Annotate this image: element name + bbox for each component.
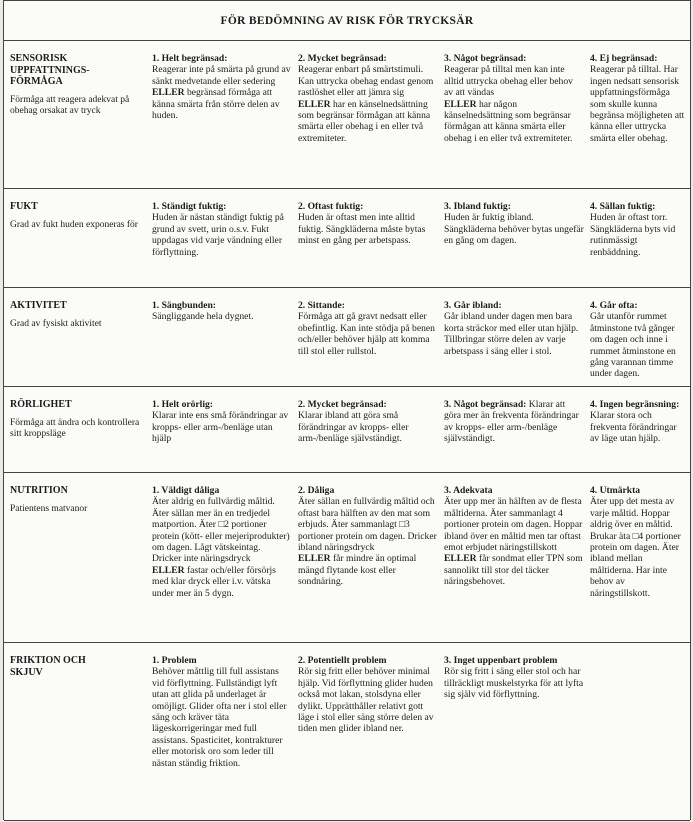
level-cell [590, 201, 686, 258]
category-name: RÖRLIGHET [10, 399, 72, 410]
level-label: 4. Går ofta: [590, 300, 638, 311]
or-keyword: ELLER [444, 553, 477, 565]
category-description: Patientens matvanor [10, 503, 88, 514]
category-description: Grad av fysiskt aktivitet [10, 318, 102, 329]
level-text: Rör sig fritt eller behöver minimal hjälp. Vid förflyttning glider huden också mot lakan, stolsdyna eller dylikt. Upprätthåller relativt gott läge i stol eller säng större delen av tiden men glider ibland ner. [298, 666, 434, 735]
level-text: Sängliggande hela dygnet. [152, 311, 254, 323]
category-name: SENSORISK UPPFATTNINGS-FÖRMÅGA [10, 53, 90, 88]
level-cell [298, 300, 438, 357]
level-cell [298, 201, 438, 247]
level-text: Äter sällan en fullvärdig måltid och oftast bara hälften av den mat som erbjuds. Äter sammanlagt □3 portioner protein om dagen. Dricker ibland näringsdryck [298, 496, 437, 554]
level-label: 4. Ej begränsad: [590, 53, 658, 64]
category-cell [10, 399, 148, 440]
level-text: Äter aldrig en fullvärdig måltid. Äter sällan mer än en tredjedel matportion. Äter □2 portioner protein (kött- eller mejeriprodukter) om dagen. Lågt vätskeintag. Dricker inte näringsdryck [152, 496, 290, 565]
category-name: FUKT [10, 201, 38, 212]
level-cell [590, 53, 686, 144]
level-label: 2. Potentiellt problem [298, 655, 387, 666]
level-text: Reagerar enbart på smärtstimuli. Kan uttrycka obehag endast genom rastlöshet eller att jämra sig [298, 64, 434, 99]
level-label: 2. Mycket begränsad: [298, 53, 387, 64]
level-cell [152, 655, 292, 769]
level-cell [298, 655, 438, 735]
level-label: 4. Utmärkta [590, 485, 641, 496]
level-label: 1. Helt begränsad: [152, 53, 228, 64]
table-row-moisture [4, 188, 690, 288]
level-text: Reagerar på tilltal men kan inte alltid uttrycka obehag eller behov av att vändas [444, 64, 573, 99]
level-text: Rör sig fritt i säng eller stol och har tillräckligt muskelstyrka för att lyfta sig själv vid förflyttning. [444, 666, 584, 701]
level-label: 3. Ibland fuktig: [444, 201, 511, 212]
table-row-mobility [4, 386, 690, 473]
level-cell [444, 300, 584, 357]
level-cell [152, 399, 292, 445]
category-name: FRIKTION OCH SKJUV [10, 655, 86, 678]
level-text-continued: har någon känselnedsättning som begränsar förmågan att känna smärta eller obehag i en eller två extremiteter. [444, 98, 573, 144]
level-label: 3. Inget uppenbart problem [444, 655, 558, 666]
level-cell [444, 399, 584, 445]
level-label: 1. Sängbunden: [152, 300, 216, 311]
level-cell [590, 300, 686, 380]
level-text: Äter upp det mesta av varje måltid. Hoppar aldrig över en måltid. Brukar äta □4 portioner protein om dagen. Äter ibland mellan måltiderna. Har inte behov av näringstillskott. [590, 496, 681, 599]
level-cell [590, 485, 686, 599]
level-label: 1. Väldigt dåliga [152, 485, 220, 496]
level-text: Huden är oftast torr. Sängkläderna byts vid rutinmässigt renbäddning. [590, 212, 676, 258]
level-label: 2. Dåliga [298, 485, 335, 496]
page-title: FÖR BEDÖMNING AV RISK FÖR TRYCKSÄR [4, 0, 690, 41]
level-cell [444, 53, 584, 144]
or-keyword: ELLER [152, 564, 185, 576]
level-text: Reagerar på tilltal. Har ingen nedsatt sensorisk uppfattningsförmåga som skulle kunna begränsa möjligheten att känna eller uttrycka smärta eller obehag. [590, 64, 685, 144]
level-label: 3. Något begränsad: [444, 53, 527, 64]
level-cell [152, 300, 292, 323]
category-cell [10, 201, 148, 231]
level-cell [444, 201, 584, 247]
level-cell [298, 485, 438, 588]
category-cell [10, 300, 148, 330]
level-text: Klarar ibland att göra små förändringar av kropps- eller arm-/benläge självständigt. [298, 410, 409, 445]
category-name: AKTIVITET [10, 300, 67, 311]
category-name: NUTRITION [10, 485, 68, 496]
level-label: 3. Något begränsad: [444, 399, 527, 410]
category-description: Förmåga att reagera adekvat på obehag orsakat av tryck [10, 94, 130, 117]
level-text-continued: får sondmat eller TPN som sannolikt till stor del täcker näringsbehovet. [444, 553, 583, 588]
level-text: Reagerar inte på smärta på grund av sänkt medvetande eller sedering [152, 64, 291, 87]
category-cell [10, 655, 148, 678]
category-cell [10, 53, 148, 118]
level-label: 2. Mycket begränsad: [298, 399, 387, 410]
level-label: 3. Går ibland: [444, 300, 502, 311]
level-text: Klarar stora och frekventa förändringar av läge utan hjälp. [590, 410, 677, 445]
category-cell [10, 485, 148, 515]
level-text-continued: har en känselnedsättning som begränsar förmågan att känna smärta eller obehag i en eller två extremiteter. [298, 98, 431, 144]
level-text-continued: fastar och/eller försörjs med klar dryck eller i.v. vätska under mer än 5 dygn. [152, 564, 276, 599]
level-text: Förmåga att gå gravt nedsatt eller obefintlig. Kan inte stödja på benen och/eller behöver hjälp att komma till stol eller rullstol. [298, 311, 435, 357]
level-cell [298, 399, 438, 445]
level-text-continued: får mindre än optimal mängd flytande kost eller sondnäring. [298, 553, 417, 588]
level-text: Klarar att göra mer än frekventa förändringar av kropps- eller arm-/benläge självständigt. [444, 399, 579, 445]
level-cell [444, 655, 584, 701]
level-label: 2. Sittande: [298, 300, 345, 311]
level-cell [152, 485, 292, 599]
level-label: 4. Sällan fuktig: [590, 201, 656, 212]
or-keyword: ELLER [152, 87, 185, 99]
category-description: Förmåga att ändra och kontrollera sitt kroppsläge [10, 417, 140, 439]
category-description: Grad av fukt huden exponeras för [10, 219, 138, 230]
level-text: Går utanför rummet åtminstone två gånger om dagen och inne i rummet åtminstone en gång varannan timme under dagen. [590, 311, 676, 380]
level-text: Huden är fuktig ibland. Sängkläderna behöver bytas ungefär en gång om dagen. [444, 212, 584, 247]
table-row-friction [4, 642, 690, 821]
level-cell [152, 201, 292, 258]
table-row-sensory [4, 39, 690, 189]
level-cell [444, 485, 584, 588]
or-keyword: ELLER [444, 98, 477, 110]
level-label: 1. Helt orörlig: [152, 399, 214, 410]
level-text: Huden är nästan ständigt fuktig på grund av svett, urin o.s.v. Fukt uppdagas vid varje vändning eller förflyttning. [152, 212, 284, 258]
level-text: Klarar inte ens små förändringar av kropps- eller arm-/benläge utan hjälp [152, 410, 289, 445]
table-row-nutrition [4, 472, 690, 643]
table-row-activity [4, 287, 690, 387]
level-label: 4. Ingen begränsning: [590, 399, 680, 410]
level-label: 2. Oftast fuktig: [298, 201, 364, 212]
or-keyword: ELLER [298, 553, 331, 565]
or-keyword: ELLER [298, 98, 331, 110]
level-text: Äter upp mer än hälften av de flesta måltiderna. Äter sammanlagt 4 portioner protein om dagen. Hoppar ibland över en måltid men tar oftast emot erbjudet näringstillskott [444, 496, 583, 554]
level-text: Huden är oftast men inte alltid fuktig. Sängkläderna måste bytas minst en gång per arbetspass. [298, 212, 426, 247]
level-label: 3. Adekvata [444, 485, 493, 496]
risk-assessment-sheet [3, 0, 691, 820]
level-label: 1. Ständigt fuktig: [152, 201, 227, 212]
level-cell [152, 53, 292, 121]
level-cell [298, 53, 438, 144]
level-text-continued: begränsad förmåga att känna smärta från större delen av huden. [152, 87, 280, 122]
level-label: 1. Problem [152, 655, 197, 666]
level-text: Går ibland under dagen men bara korta sträckor med eller utan hjälp. Tillbringar större delen av varje arbetspass i säng eller i stol. [444, 311, 579, 357]
level-text: Behöver måttlig till full assistans vid förflyttning. Fullständigt lyft utan att glida på underlaget är omöjligt. Glider ofta ner i stol eller säng och kräver täta lägeskorrigeringar med full assistans. Spasticitet, kontrakturer eller motorisk oro som leder till nästan ständig friktion. [152, 666, 287, 769]
level-cell [590, 399, 686, 445]
